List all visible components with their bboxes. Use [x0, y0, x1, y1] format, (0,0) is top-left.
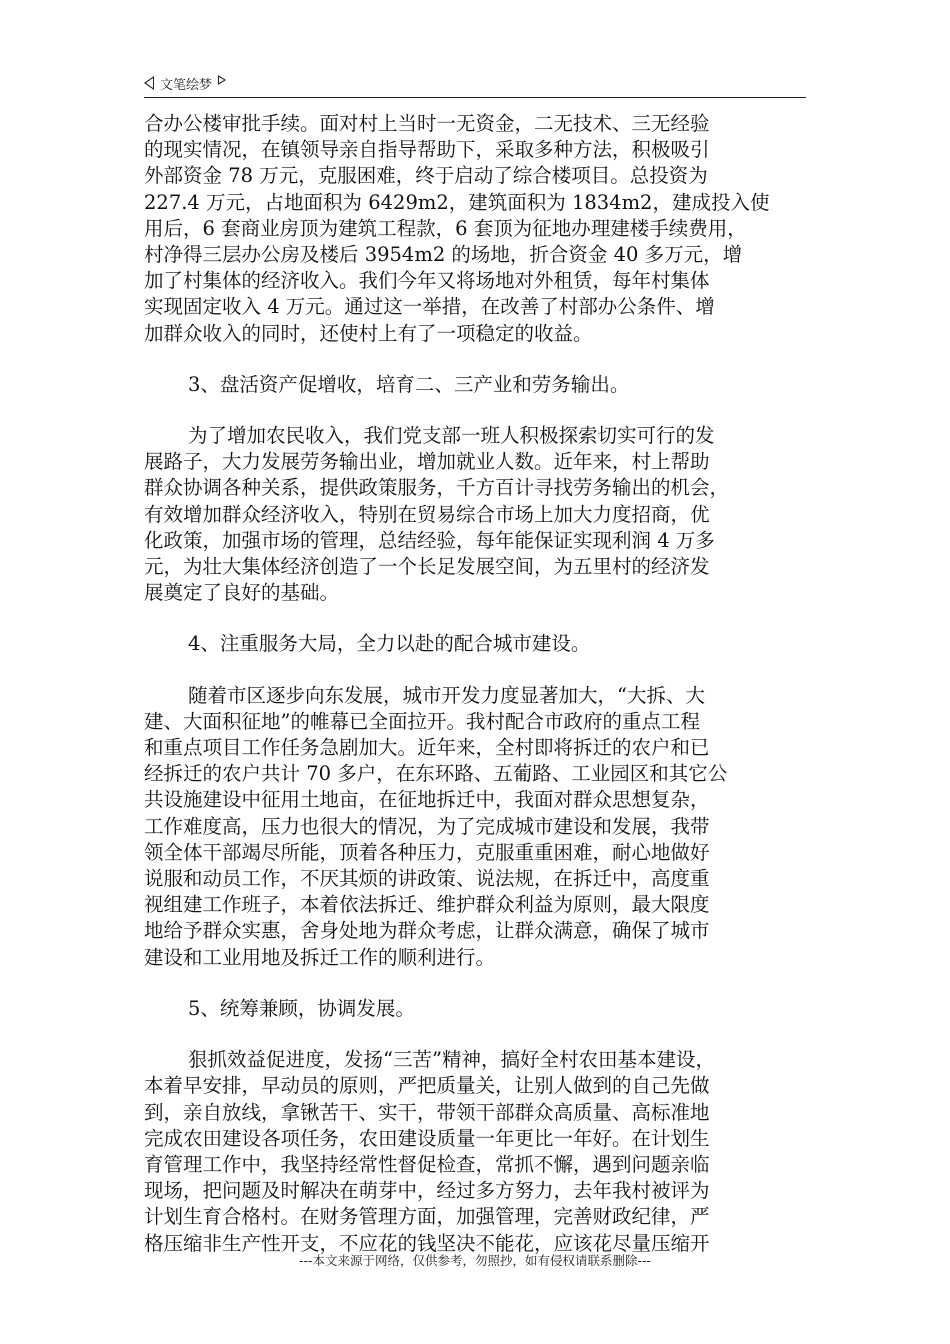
section-heading-5	[144, 996, 808, 1022]
paragraph-5	[144, 1047, 808, 1257]
header-divider	[144, 97, 806, 98]
paragraph-1	[144, 111, 808, 347]
text-line: 元，为壮大集体经济创造了一个长足发展空间，为五里村的经济发	[144, 555, 710, 579]
text-line: 为了增加农民收入，我们党支部一班人积极探索切实可行的发	[188, 424, 715, 448]
text-line: 育管理工作中，我坚持经常性督促检查，常抓不懈，遇到问题亲临	[144, 1152, 710, 1176]
text-line: 合办公楼审批手续。面对村上当时一无资金，二无技术、三无经验	[144, 112, 710, 135]
document-body	[144, 111, 808, 1257]
text-line: 本着早安排，早动员的原则，严把质量关，让别人做到的自己先做	[144, 1074, 710, 1098]
heading-line: 4、注重服务大局，全力以赴的配合城市建设。	[188, 632, 591, 656]
text-line: 完成农田建设各项任务，农田建设质量一年更比一年好。在计划生	[144, 1126, 710, 1150]
text-line: 加了村集体的经济收入。我们今年又将场地对外租赁，每年村集体	[144, 269, 710, 293]
text-line: 化政策，加强市场的管理，总结经验，每年能保证实现利润 4 万多	[144, 528, 715, 552]
text-line: 展奠定了良好的基础。	[144, 581, 340, 605]
text-line: 共设施建设中征用土地亩，在征地拆迁中，我面对群众思想复杂，	[144, 788, 710, 812]
text-line: 说服和动员工作，不厌其烦的讲政策、说法规，在拆迁中，高度重	[144, 867, 710, 891]
text-line: 狠抓效益促进度，发扬“三苦”精神，搞好全村农田基本建设，	[188, 1048, 715, 1072]
text-line: 到，亲自放线，拿锹苦干、实干，带领干部群众高质量、高标准地	[144, 1100, 710, 1124]
text-line: 现场，把问题及时解决在萌芽中，经过多方努力，去年我村被评为	[144, 1179, 710, 1203]
text-line: 用后，6 套商业房顶为建筑工程款，6 套顶为征地办理建楼手续费用，	[144, 216, 747, 240]
text-line: 领全体干部竭尽所能，顶着各种压力，克服重重困难，耐心地做好	[144, 840, 710, 864]
text-line: 村净得三层办公房及楼后 3954m2 的场地，折合资金 40 多万元，增	[144, 243, 743, 267]
text-line: 地给予群众实惠，舍身处地为群众考虑，让群众满意，确保了城市	[144, 919, 710, 943]
text-line: 工作难度高，压力也很大的情况，为了完成城市建设和发展，我带	[144, 814, 710, 838]
text-line: 加群众收入的同时，还使村上有了一项稳定的收益。	[144, 321, 593, 345]
paragraph-3	[144, 423, 808, 606]
text-line: 随着市区逐步向东发展，城市开发力度显著加大，“大拆、大	[188, 683, 705, 707]
text-line: 有效增加群众经济收入，特别在贸易综合市场上加大力度招商，优	[144, 502, 710, 526]
triangle-right-icon	[218, 75, 226, 85]
text-line: 计划生育合格村。在财务管理方面，加强管理，完善财政纪律，严	[144, 1205, 710, 1229]
header-title: 文笔绘梦	[160, 77, 213, 93]
triangle-left-icon	[144, 76, 154, 90]
text-line: 建、大面积征地”的帷幕已全面拉开。我村配合市政府的重点工程	[144, 709, 700, 733]
page-header	[144, 72, 226, 94]
text-line: 群众协调各种关系，提供政策服务，千方百计寻找劳务输出的机会，	[144, 476, 730, 500]
heading-line: 5、统筹兼顾，协调发展。	[188, 996, 415, 1020]
text-line: 实现固定收入 4 万元。通过这一举措，在改善了村部办公条件、增	[144, 295, 715, 319]
page-footer: ---本文来源于网络，仅供参考，勿照抄，如有侵权请联系删除---	[298, 1253, 652, 1268]
text-line: 展路子，大力发展劳务输出业，增加就业人数。近年来，村上帮助	[144, 450, 710, 474]
section-heading-3	[144, 372, 808, 398]
text-line: 外部资金 78 万元，克服困难，终于启动了综合楼项目。总投资为	[144, 164, 708, 188]
text-line: 格压缩非生产性开支，不应花的钱坚决不能花，应该花尽量压缩开	[144, 1231, 710, 1255]
heading-line: 3、盘活资产促增收，培育二、三产业和劳务输出。	[188, 372, 630, 396]
text-line: 的现实情况，在镇领导亲自指导帮助下，采取多种方法，积极吸引	[144, 138, 710, 162]
text-line: 建设和工业用地及拆迁工作的顺利进行。	[144, 945, 496, 969]
text-line: 和重点项目工作任务急剧加大。近年来，全村即将拆迁的农户和已	[144, 736, 710, 760]
text-line: 经拆迁的农户共计 70 多户，在东环路、五葡路、工业园区和其它公	[144, 762, 728, 786]
text-line: 227.4 万元，占地面积为 6429m2，建筑面积为 1834m2，建成投入使	[144, 190, 770, 214]
section-heading-4	[144, 631, 808, 657]
paragraph-4	[144, 683, 808, 971]
text-line: 视组建工作班子，本着依法拆迁、维护群众利益为原则，最大限度	[144, 893, 710, 917]
